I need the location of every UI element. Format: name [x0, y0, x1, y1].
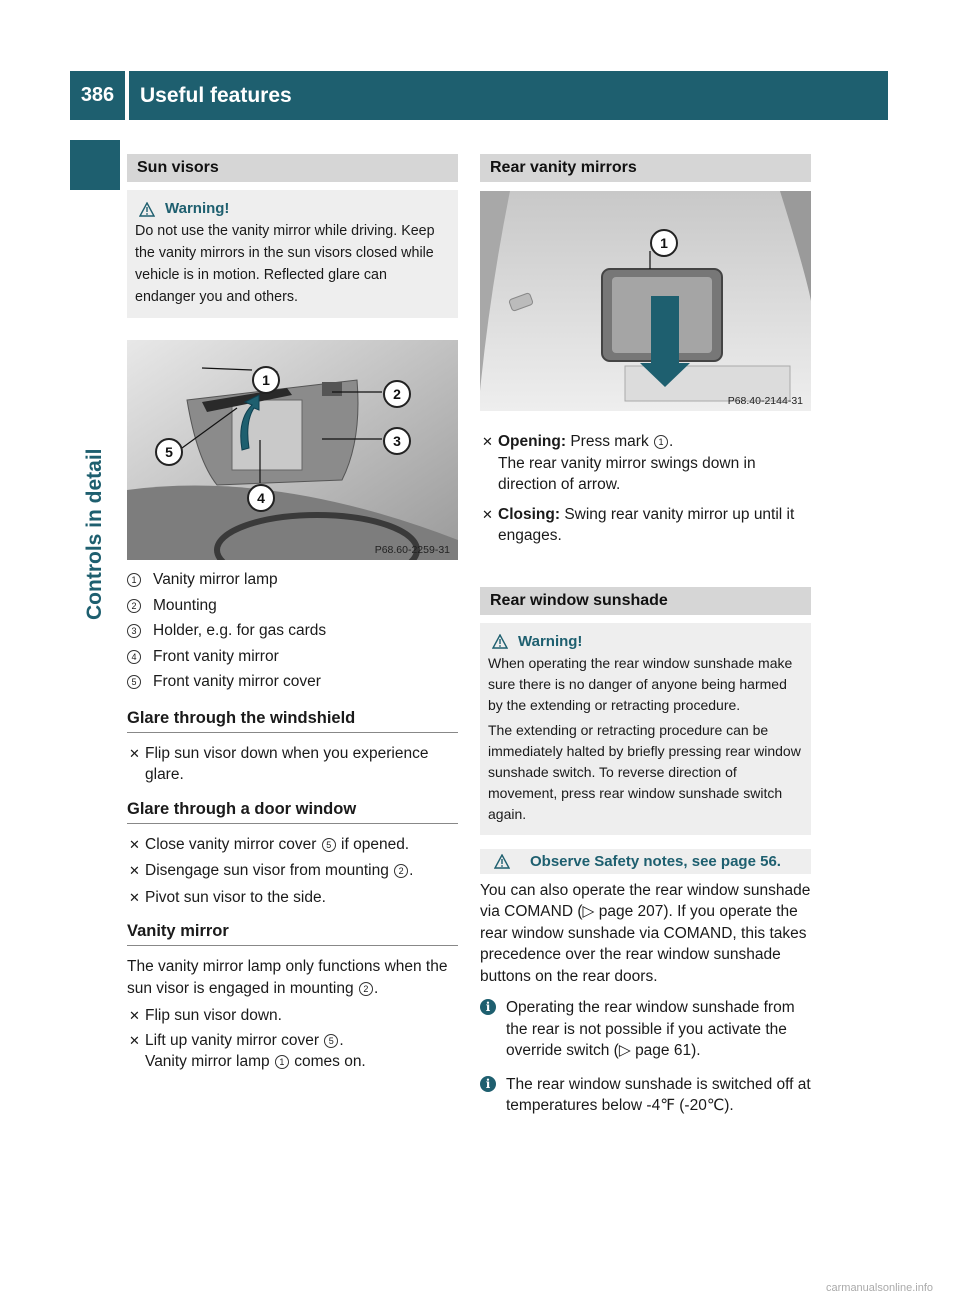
figure-code: P68.40-2144-31 [727, 395, 803, 407]
safety-note: Observe Safety notes, see page 56. [480, 849, 811, 874]
step-arrow-icon: ✕ [129, 1032, 140, 1048]
subheading-vanity-mirror: Vanity mirror [127, 922, 458, 946]
legend-item: 2 Mounting [127, 593, 458, 619]
warning-box [480, 623, 811, 835]
step-arrow-icon: ✕ [129, 836, 140, 852]
side-tab-label: Controls in detail [83, 448, 106, 620]
callout-2: 2 [383, 380, 411, 408]
figure-code: P68.60-2259-31 [374, 544, 450, 556]
section-title-sunshade: Rear window sunshade [480, 587, 811, 615]
step-item: ✕ Opening: Press mark 1 . The rear vanity mirror swings down in direction of arrow. [480, 431, 811, 496]
info-note: i The rear window sunshade is switched off at temperatures below -4℉ (-20℃). [480, 1074, 811, 1117]
step-item: ✕ Pivot sun visor to the side. [127, 887, 458, 909]
paragraph-comand: You can also operate the rear window sunshade via COMAND (▷ page 207). If you operate the rear window sunshade via COMAND, this takes precedence over the rear window sunshade buttons on the rear doors. [480, 881, 811, 985]
subheading-windshield: Glare through the windshield [127, 709, 458, 733]
step-item: ✕ Closing: Swing rear vanity mirror up until it engages. [480, 504, 811, 547]
section-title-sun-visors: Sun visors [127, 154, 458, 182]
header-divider [125, 71, 129, 120]
page-number: 386 [80, 84, 115, 106]
warning-triangle-icon [492, 634, 508, 649]
step-item: ✕ Lift up vanity mirror cover 5 . Vanity mirror lamp 1 comes on. [127, 1030, 458, 1073]
info-icon: i [480, 1076, 496, 1092]
legend-item: 1 Vanity mirror lamp [127, 567, 458, 593]
step-item: ✕ Flip sun visor down. [127, 1005, 458, 1027]
callout-1: 1 [650, 229, 678, 257]
side-tab-marker [70, 140, 120, 190]
side-tab [70, 200, 120, 620]
callout-3: 3 [383, 427, 411, 455]
step-item: ✕ Close vanity mirror cover 5 if opened. [127, 834, 458, 856]
figure-legend [127, 567, 458, 695]
step-arrow-icon: ✕ [482, 434, 493, 449]
warning-triangle-icon [139, 202, 155, 217]
warning-text: Do not use the vanity mirror while driving. Keep the vanity mirrors in the sun visors closed while vehicle is in motion. Reflected glare can endanger you and others. [135, 223, 435, 305]
footer-watermark: carmanualsonline.info [826, 1282, 934, 1294]
legend-item: 5 Front vanity mirror cover [127, 669, 458, 695]
legend-item: 4 Front vanity mirror [127, 644, 458, 670]
warning-heading: Warning! [139, 198, 450, 220]
step-item: ✕ Flip sun visor down when you experience glare. [127, 743, 458, 786]
step-arrow-icon: ✕ [129, 1008, 140, 1023]
warning-heading: Warning! [492, 631, 803, 653]
paragraph: The vanity mirror lamp only functions when the sun visor is engaged in mounting 2 . [127, 958, 448, 997]
step-arrow-icon: ✕ [482, 506, 493, 522]
warning-text: When operating the rear window sunshade make sure there is no danger of anyone being harmed by the extending or retracting procedure. [488, 654, 793, 713]
page-title: Useful features [140, 84, 292, 107]
warning-text: The extending or retracting procedure can be immediately halted by briefly pressing rear window sunshade switch. To reverse direction of movement, press rear window sunshade switch again. [488, 721, 801, 822]
step-arrow-icon: ✕ [129, 745, 140, 761]
info-icon: i [480, 999, 496, 1015]
left-column [127, 154, 458, 1073]
warning-box [127, 190, 458, 318]
legend-item: 3 Holder, e.g. for gas cards [127, 618, 458, 644]
section-title-rear-vanity: Rear vanity mirrors [480, 154, 811, 182]
subheading-door-window: Glare through a door window [127, 800, 458, 824]
step-item: ✕ Disengage sun visor from mounting 2 . [127, 860, 458, 882]
step-arrow-icon: ✕ [129, 889, 140, 905]
rear-mirror-figure [480, 191, 811, 411]
sun-visor-figure [127, 340, 458, 560]
step-arrow-icon: ✕ [129, 863, 140, 878]
right-column [480, 154, 811, 1117]
callout-4: 4 [247, 484, 275, 512]
callout-1: 1 [252, 366, 280, 394]
info-note: i Operating the rear window sunshade from the rear is not possible if you activate the override switch (▷ page 61). [480, 997, 811, 1062]
warning-triangle-icon [494, 854, 510, 869]
callout-5: 5 [155, 438, 183, 466]
rear-mirror-illustration [480, 191, 811, 411]
